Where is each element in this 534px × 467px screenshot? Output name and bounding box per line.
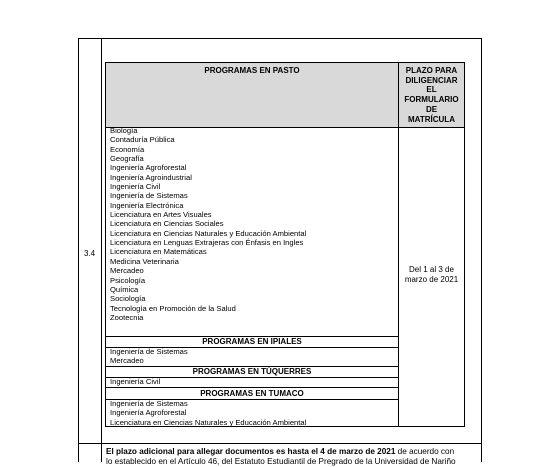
list-item: Biología xyxy=(110,126,138,135)
footer-line-2: lo establecido en el Artículo 46, del Estatuto Estudiantil de Pregrado de la Universidad de Nariño xyxy=(106,457,456,466)
outer-divider-border xyxy=(101,38,102,462)
list-item: Licenciatura en Ciencias Naturales y Educación Ambiental xyxy=(110,417,307,427)
tumaco-program-list xyxy=(110,399,398,427)
list-item: Medicina Veterinaria xyxy=(110,256,179,266)
outer-top-border xyxy=(78,38,482,39)
outer-row-separator xyxy=(78,443,482,444)
list-item: Ingeniería Agroforestal xyxy=(110,163,187,173)
footer-paragraph xyxy=(106,447,478,467)
deadline-header-line: EL xyxy=(426,85,437,95)
list-item: Economía xyxy=(110,144,145,154)
list-item: Ingeniería de Sistemas xyxy=(110,191,188,201)
list-item: Ingeniería Agroindustrial xyxy=(110,172,192,182)
list-item: Contaduría Pública xyxy=(110,135,175,145)
footer-line-1 xyxy=(106,447,478,457)
deadline-header-line: DILIGENCIAR xyxy=(405,75,458,85)
list-item: Licenciatura en Matemáticas xyxy=(110,247,207,257)
deadline-header-line: MATRÍCULA xyxy=(408,114,455,124)
list-item: Química xyxy=(110,284,139,294)
list-item: Ingeniería Electrónica xyxy=(110,200,184,210)
list-item: Mercadeo xyxy=(110,356,144,366)
list-item: Ingeniería Agroforestal xyxy=(110,408,187,418)
ipiales-header: PROGRAMAS EN IPIALES xyxy=(202,337,302,346)
footer-normal-text: de acuerdo con xyxy=(395,447,455,456)
list-item: Mercadeo xyxy=(110,266,144,276)
list-item: Psicología xyxy=(110,275,146,285)
deadline-line: marzo de 2021 xyxy=(404,275,459,284)
row-number: 3.4 xyxy=(84,249,96,258)
list-item: Ingeniería de Sistemas xyxy=(110,399,188,408)
outer-right-border xyxy=(481,38,482,462)
tuquerres-header: PROGRAMAS EN TÚQUERRES xyxy=(192,367,312,376)
tumaco-header: PROGRAMAS EN TUMACO xyxy=(200,389,304,398)
deadline-header-line: DE xyxy=(425,104,438,114)
list-item: Licenciatura en Lenguas Extrajeras con Énfasis en Ingles xyxy=(110,238,304,248)
list-item: Geografía xyxy=(110,154,144,164)
list-item: Licenciatura en Ciencias Sociales xyxy=(110,219,224,229)
deadline-cell xyxy=(399,265,464,285)
footer-bold-text: El plazo adicional para allegar documentos es hasta el 4 de marzo de 2021 xyxy=(106,447,396,456)
outer-left-border xyxy=(78,38,79,462)
list-item: Ingeniería Civil xyxy=(110,182,161,192)
deadline-header-line: PLAZO PARA xyxy=(405,66,458,75)
deadline-line: Del 1 al 3 de xyxy=(409,265,454,274)
ipiales-program-list xyxy=(110,347,398,366)
deadline-header xyxy=(399,66,464,124)
programs-header: PROGRAMAS EN PASTO xyxy=(204,66,300,75)
tuquerres-program-list xyxy=(110,377,398,386)
list-item: Sociología xyxy=(110,294,146,304)
list-item: Zootecnia xyxy=(110,312,144,322)
deadline-header-line: FORMULARIO xyxy=(404,95,459,105)
pasto-program-list xyxy=(110,126,398,322)
inner-table xyxy=(105,62,465,427)
list-item: Licenciatura en Artes Visuales xyxy=(110,210,212,220)
list-item: Ingeniería de Sistemas xyxy=(110,347,188,356)
list-item: Licenciatura en Ciencias Naturales y Educación Ambiental xyxy=(110,228,307,238)
list-item: Tecnología en Promoción de la Salud xyxy=(110,303,236,313)
list-item: Ingeniería Civil xyxy=(110,377,161,386)
